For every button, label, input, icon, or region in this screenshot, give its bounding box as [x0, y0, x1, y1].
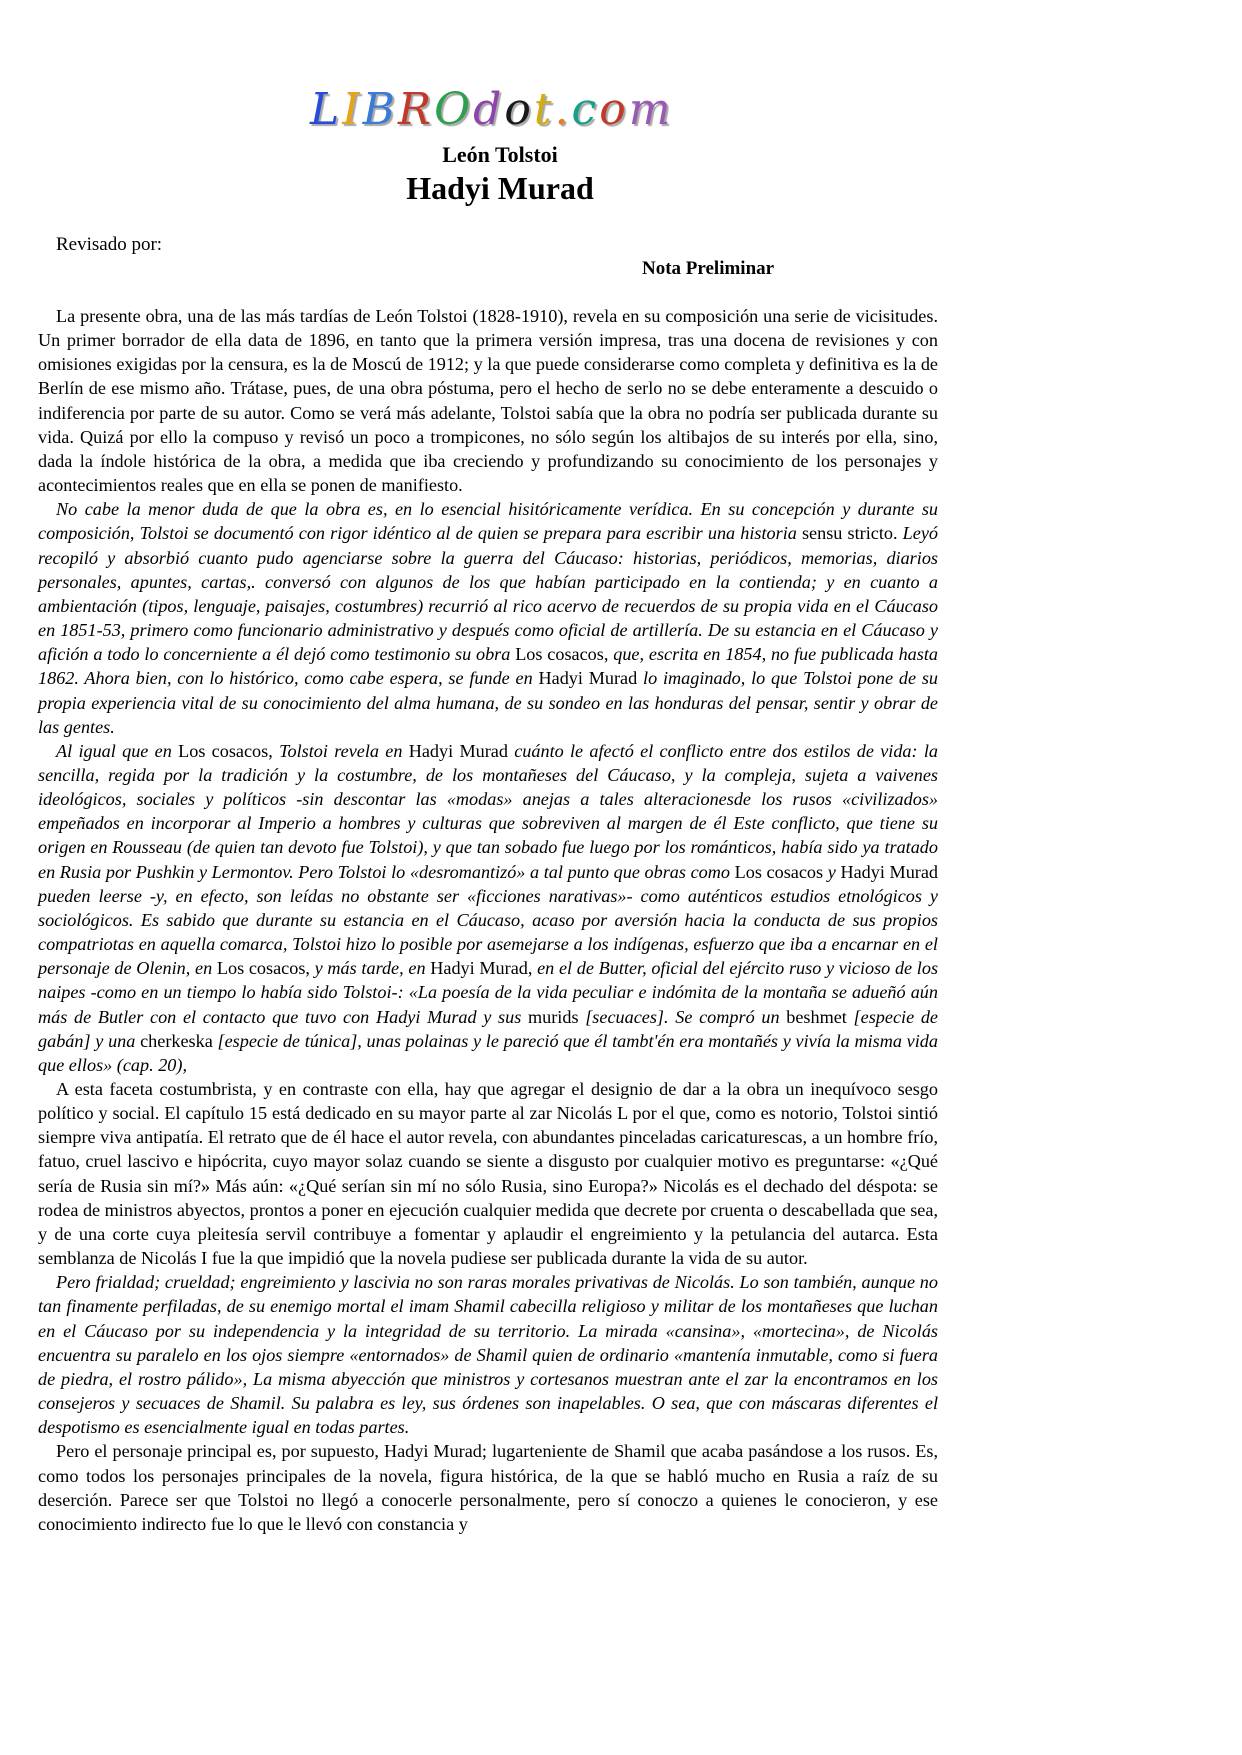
paragraph-segment: Los cosacos, — [515, 644, 609, 665]
paragraph-segment: y más tarde, en — [309, 958, 431, 979]
paragraph-segment: [secuaces]. Se compró un — [578, 1006, 787, 1027]
body-text — [38, 304, 938, 1536]
logo-letter: B — [362, 84, 398, 135]
paragraph-segment: [especie de gabán] y una — [38, 1006, 938, 1051]
paragraph-segment: sensu stricto. — [801, 523, 898, 544]
paragraph — [38, 1270, 938, 1439]
paragraph — [38, 1077, 938, 1270]
paragraph-segment: A esta faceta costumbrista, y en contraste con ella, hay que agregar el designio de dar a la obra un inequívoco sesgo político y social. El capítulo 15 está dedicado en su mayor parte al zar Nicolás L por el que, como es notorio, Tolstoi sintió siempre viva antipatía. El retrato que de él hace el autor revela, con abundantes pinceladas caricaturescas, a un hombre frío, fatuo, cruel lascivo e hipócrita, cuyo mayor solaz cuando se siente a disgusto por cualquier motivo es preguntarse: «¿Qué sería de Rusia sin mí?» Más aún: «¿Qué serían sin mí no sólo Rusia, sino Europa?» Nicolás es el dechado del déspota: se rodea de ministros abyectos, prontos a poner en ejecución cualquier medida que decrete por cruenta o descabellada que sea, y de una corte cuya pleitesía servil contribuye a fomentar y aplaudir el engreimiento y la petulancia del autarca. Esta semblanza de Nicolás I fue la que impidió que la novela pudiese ser publicada durante la vida de su autor. — [38, 1079, 938, 1269]
paragraph-segment: beshmet — [786, 1006, 847, 1027]
paragraph-segment: La presente obra, una de las más tardías de León Tolstoi (1828-1910), revela en su composición una serie de vicisitudes. Un primer borrador de ella data de 1896, en tanto que la primera versión impresa, tras una docena de revisiones y con omisiones exigidas por la censura, es la de Moscú de 1912; y la que puede considerarse como completa y definitiva es la de Berlín de ese mismo año. Trátase, pues, de una obra póstuma, pero el hecho de serlo no se debe enteramente a descuido o indiferencia por parte de su autor. Como se verá más adelante, Tolstoi sabía que la obra no podría ser publicada durante su vida. Quizá por ello la compuso y revisó un poco a trompicones, no sólo según los altibajos de su interés por ella, sino, dada la índole histórica de la obra, a medida que iba creciendo y profundizando su conocimiento de los personajes y acontecimientos reales que en ella se ponen de manifiesto. — [38, 306, 938, 496]
paragraph-segment: Pero el personaje principal es, por supuesto, Hadyi Murad; lugarteniente de Shamil que acaba pasándose a los rusos. Es, como todos los personajes principales de la novela, figura histórica, de la que se habló mucho en Rusia a raíz de su deserción. Parece ser que Tolstoi no llegó a conocerle personalmente, pero sí conoczo a quienes le conocieron, y ese conocimiento indirecto fue lo que le llevó con constancia y — [38, 1441, 938, 1534]
paragraph — [38, 739, 938, 1077]
logo-letter: o — [599, 84, 629, 135]
paragraph-segment: Hadyi Murad — [538, 668, 638, 689]
paragraph-segment: Los cosacos, — [178, 740, 273, 761]
logo-letter: c — [571, 84, 600, 135]
revised-by-label: Revisado por: — [56, 234, 163, 255]
book-author: León Tolstoi — [442, 142, 558, 167]
logo-letter: L — [310, 84, 343, 135]
paragraph-segment: No cabe la menor duda de que la obra es, en lo esencial hisitóricamente verídica. En su concepción y durante su composición, Tolstoi se documentó con rigor idéntico al de quien se prepara para escribir una historia — [38, 499, 938, 544]
paragraph-segment: lo imaginado, lo que Tolstoi pone de su propia experiencia vital de su conocimiento del alma humana, de su sondeo en las honduras del pensar, sentir y obrar de las gentes. — [38, 668, 939, 737]
paragraph-segment: Hadyi Murad — [840, 861, 939, 882]
paragraph-segment: Pero frialdad; crueldad; engreimiento y lascivia no son raras morales privativas de Nicolás. Lo son también, aunque no tan finamente perfiladas, de su enemigo mortal el imam Shamil cabecilla religioso y militar de los montañeses que luchan en el Cáucaso por su independencia y la integridad de su territorio. La mirada «cansina», «mortecina», de Nicolás encuentra su paralelo en los ojos siempre «entornados» de Shamil quien de ordinario «mantenía inmutable, como si fuera de piedra, el rostro pálido», La misma abyección que ministros y cortesanos muestran ante el zar la encontramos en los consejeros y secuaces de Shamil. Su palabra es ley, sus órdenes son inapelables. O sea, que con máscaras diferentes el despotismo es esencialmente igual en todas partes. — [38, 1272, 938, 1438]
paragraph-segment: cuánto le afectó el conflicto entre dos estilos de vida: la sencilla, regida por la tradición y la costumbre, de los montañeses del Cáucaso, y la compleja, sujeta a vaivenes ideológicos, sociales y políticos -sin descontar las «modas» anejas a tales alteracionesde los rusos «civilizados» empeñados en incorporar al Imperio a hombres y culturas que sobreviven al margen de él Este conflicto, que tiene su origen en Rousseau (de quien tan devoto fue Tolstoi), y que tan sobado fue luego por los románticos, había sido ya tratado en Rusia por Pushkin y Lermontov. Pero Tolstoi lo «desromantizó» a tal punto que obras como — [38, 740, 938, 882]
paragraph — [38, 497, 938, 739]
paragraph-segment: en el de Butter, oficial del ejército ruso y vicioso de los naipes -como en un tiempo lo había sido Tolstoi-: «La poesía de la vida peculiar e indómita de la montaña se adueñó aún más de Butler con el contacto que tuvo con Hadyi Murad y sus — [38, 958, 939, 1027]
paragraph-segment: Los cosacos — [734, 861, 824, 882]
paragraph-segment: que, escrita en 1854, no fue publicada hasta 1862. Ahora bien, con lo histórico, como cabe espera, se funde en — [38, 644, 938, 689]
paragraph-segment: Hadyi Murad — [408, 740, 508, 761]
book-title: Hadyi Murad — [406, 170, 594, 206]
logo-letter: O — [434, 84, 474, 135]
paragraph-segment: Leyó recopiló y absorbió cuanto pudo agenciarse sobre la guerra del Cáucaso: historias, periódicos, memorias, diarios personales, apuntes, cartas,. conversó con algunos de los que habían participado en la contienda; y en cuanto a ambientación (tipos, lenguaje, paisajes, costumbres) recurrió al rico acervo de recuerdos de su propia vida en el Cáucaso en 1851-53, primero como funcionario administrativo y después como oficial de artillería. De su estancia en el Cáucaso y afición a todo lo concerniente a él dejó como testimonio su obra — [38, 523, 938, 665]
paragraph-segment: Hadyi Murad, — [430, 958, 533, 979]
paragraph-segment: pueden leerse -y, en efecto, son leídas no obstante ser «ficciones narativas»- como auténticos estudios etnológicos y sociológicos. Es sabido que durante su estancia en el Cáucaso, acaso por aversión hacia la conducta de sus propios compatriotas en aquella comarca, Tolstoi hizo lo posible por asemejarse a los indígenas, esfuerzo que iba a encarnar en el personaje de Olenin, en — [38, 885, 938, 979]
paragraph-segment: cherkeska — [140, 1030, 213, 1051]
logo-letter: R — [397, 84, 435, 135]
section-title: Nota Preliminar — [642, 258, 775, 279]
logo-letter: m — [628, 84, 674, 135]
librodot-logo — [310, 82, 690, 138]
logo-letter: o — [504, 84, 534, 135]
paragraph-segment: Al igual que en — [56, 740, 179, 761]
logo-letter: d — [473, 84, 505, 135]
paragraph-segment: y — [823, 861, 841, 882]
logo-letter: t — [533, 84, 555, 135]
paragraph — [38, 1439, 938, 1536]
paragraph-segment: Tolstoi revela en — [272, 740, 409, 761]
paragraph-segment: Los cosacos, — [216, 958, 310, 979]
paragraph — [38, 304, 938, 497]
paragraph-segment: [especie de túnica], unas polainas y le pareció que él tambt'én era montañés y vivía la misma vida que ellos» (cap. 20), — [38, 1030, 938, 1075]
paragraph-segment: murids — [528, 1006, 579, 1027]
logo-letter: . — [554, 84, 572, 135]
logo-letter: I — [342, 84, 363, 135]
